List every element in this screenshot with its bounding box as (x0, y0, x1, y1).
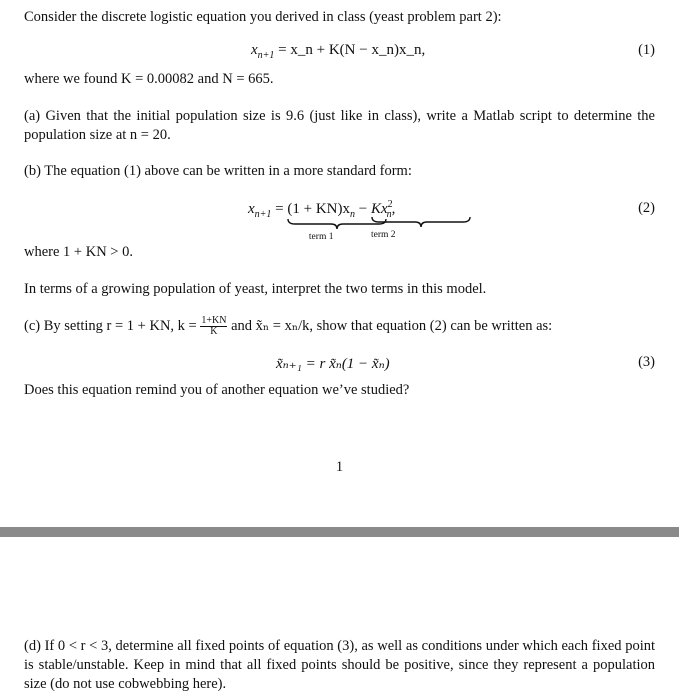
intro-text: Consider the discrete logistic equation you derived in class (yeast problem part 2): (24, 9, 502, 25)
equation-3: x̃ₙ₊₁ = r x̃ₙ(1 − x̃ₙ) (276, 356, 390, 372)
eq2-term2: Kx (370, 201, 388, 217)
equation-2: $x_{n+1} = (1 + KN)x_n$ term 1 − $Kx^2_n$, term 2 (248, 199, 395, 220)
term-1-label: term 1 (308, 232, 334, 242)
part-b-text: (b) The equation (1) above can be written in a more standard form: (24, 163, 412, 179)
eq1-rhs: = x_n + K(N − x_n)x_n, (278, 42, 426, 58)
page-number: 1 (335, 459, 344, 475)
k-fraction-numerator: 1+KN (201, 315, 227, 326)
equation-3-number: (3) (638, 354, 655, 370)
k-fraction-denominator: K (210, 326, 218, 337)
eq2-lhs: x (248, 201, 255, 217)
where-found-text: where we found K = 0.00082 and N = 665. (24, 71, 274, 87)
eq2-term1: (1 + KN)x (287, 201, 351, 217)
term-2-group: $Kx^2_n$, term 2 (371, 199, 395, 220)
part-d-text: (d) If 0 < r < 3, determine all fixed points of equation (3), as well as conditions under which each fixed point is stable/unstable. Keep in mind that all fixed points should be positive, since they represent a population size (do not use cobwebbing here). (24, 638, 655, 692)
equation-2-number: (2) (638, 200, 655, 216)
page-separator (0, 527, 679, 537)
interpret-text: In terms of a growing population of yeast, interpret the two terms in this model. (24, 281, 487, 297)
k-fraction (200, 316, 227, 337)
term-1-group: $(1 + KN)x_n$ term 1 (287, 201, 355, 220)
underbrace-2 (371, 216, 471, 228)
remind-text: Does this equation remind you of another equation we’ve studied? (24, 382, 410, 398)
eq1-lhs: x (251, 42, 258, 58)
where-condition-text: where 1 + KN > 0. (24, 244, 133, 260)
part-c-text (24, 316, 655, 337)
eq1-lhs-sub: n+1 (257, 50, 275, 61)
term-2-label: term 2 (370, 230, 396, 240)
part-a-text: (a) Given that the initial population size is 9.6 (just like in class), write a Matlab script to determine the population size at n = 20. (24, 108, 655, 143)
part-c-suffix: and x̃ₙ = xₙ/k, show that equation (2) can be written as: (231, 317, 553, 334)
eq2-lhs-sub: n+1 (254, 209, 272, 220)
equation-1-number: (1) (638, 42, 655, 58)
part-c-prefix: (c) By setting r = 1 + KN, k = (24, 317, 197, 334)
equation-1 (251, 42, 425, 61)
